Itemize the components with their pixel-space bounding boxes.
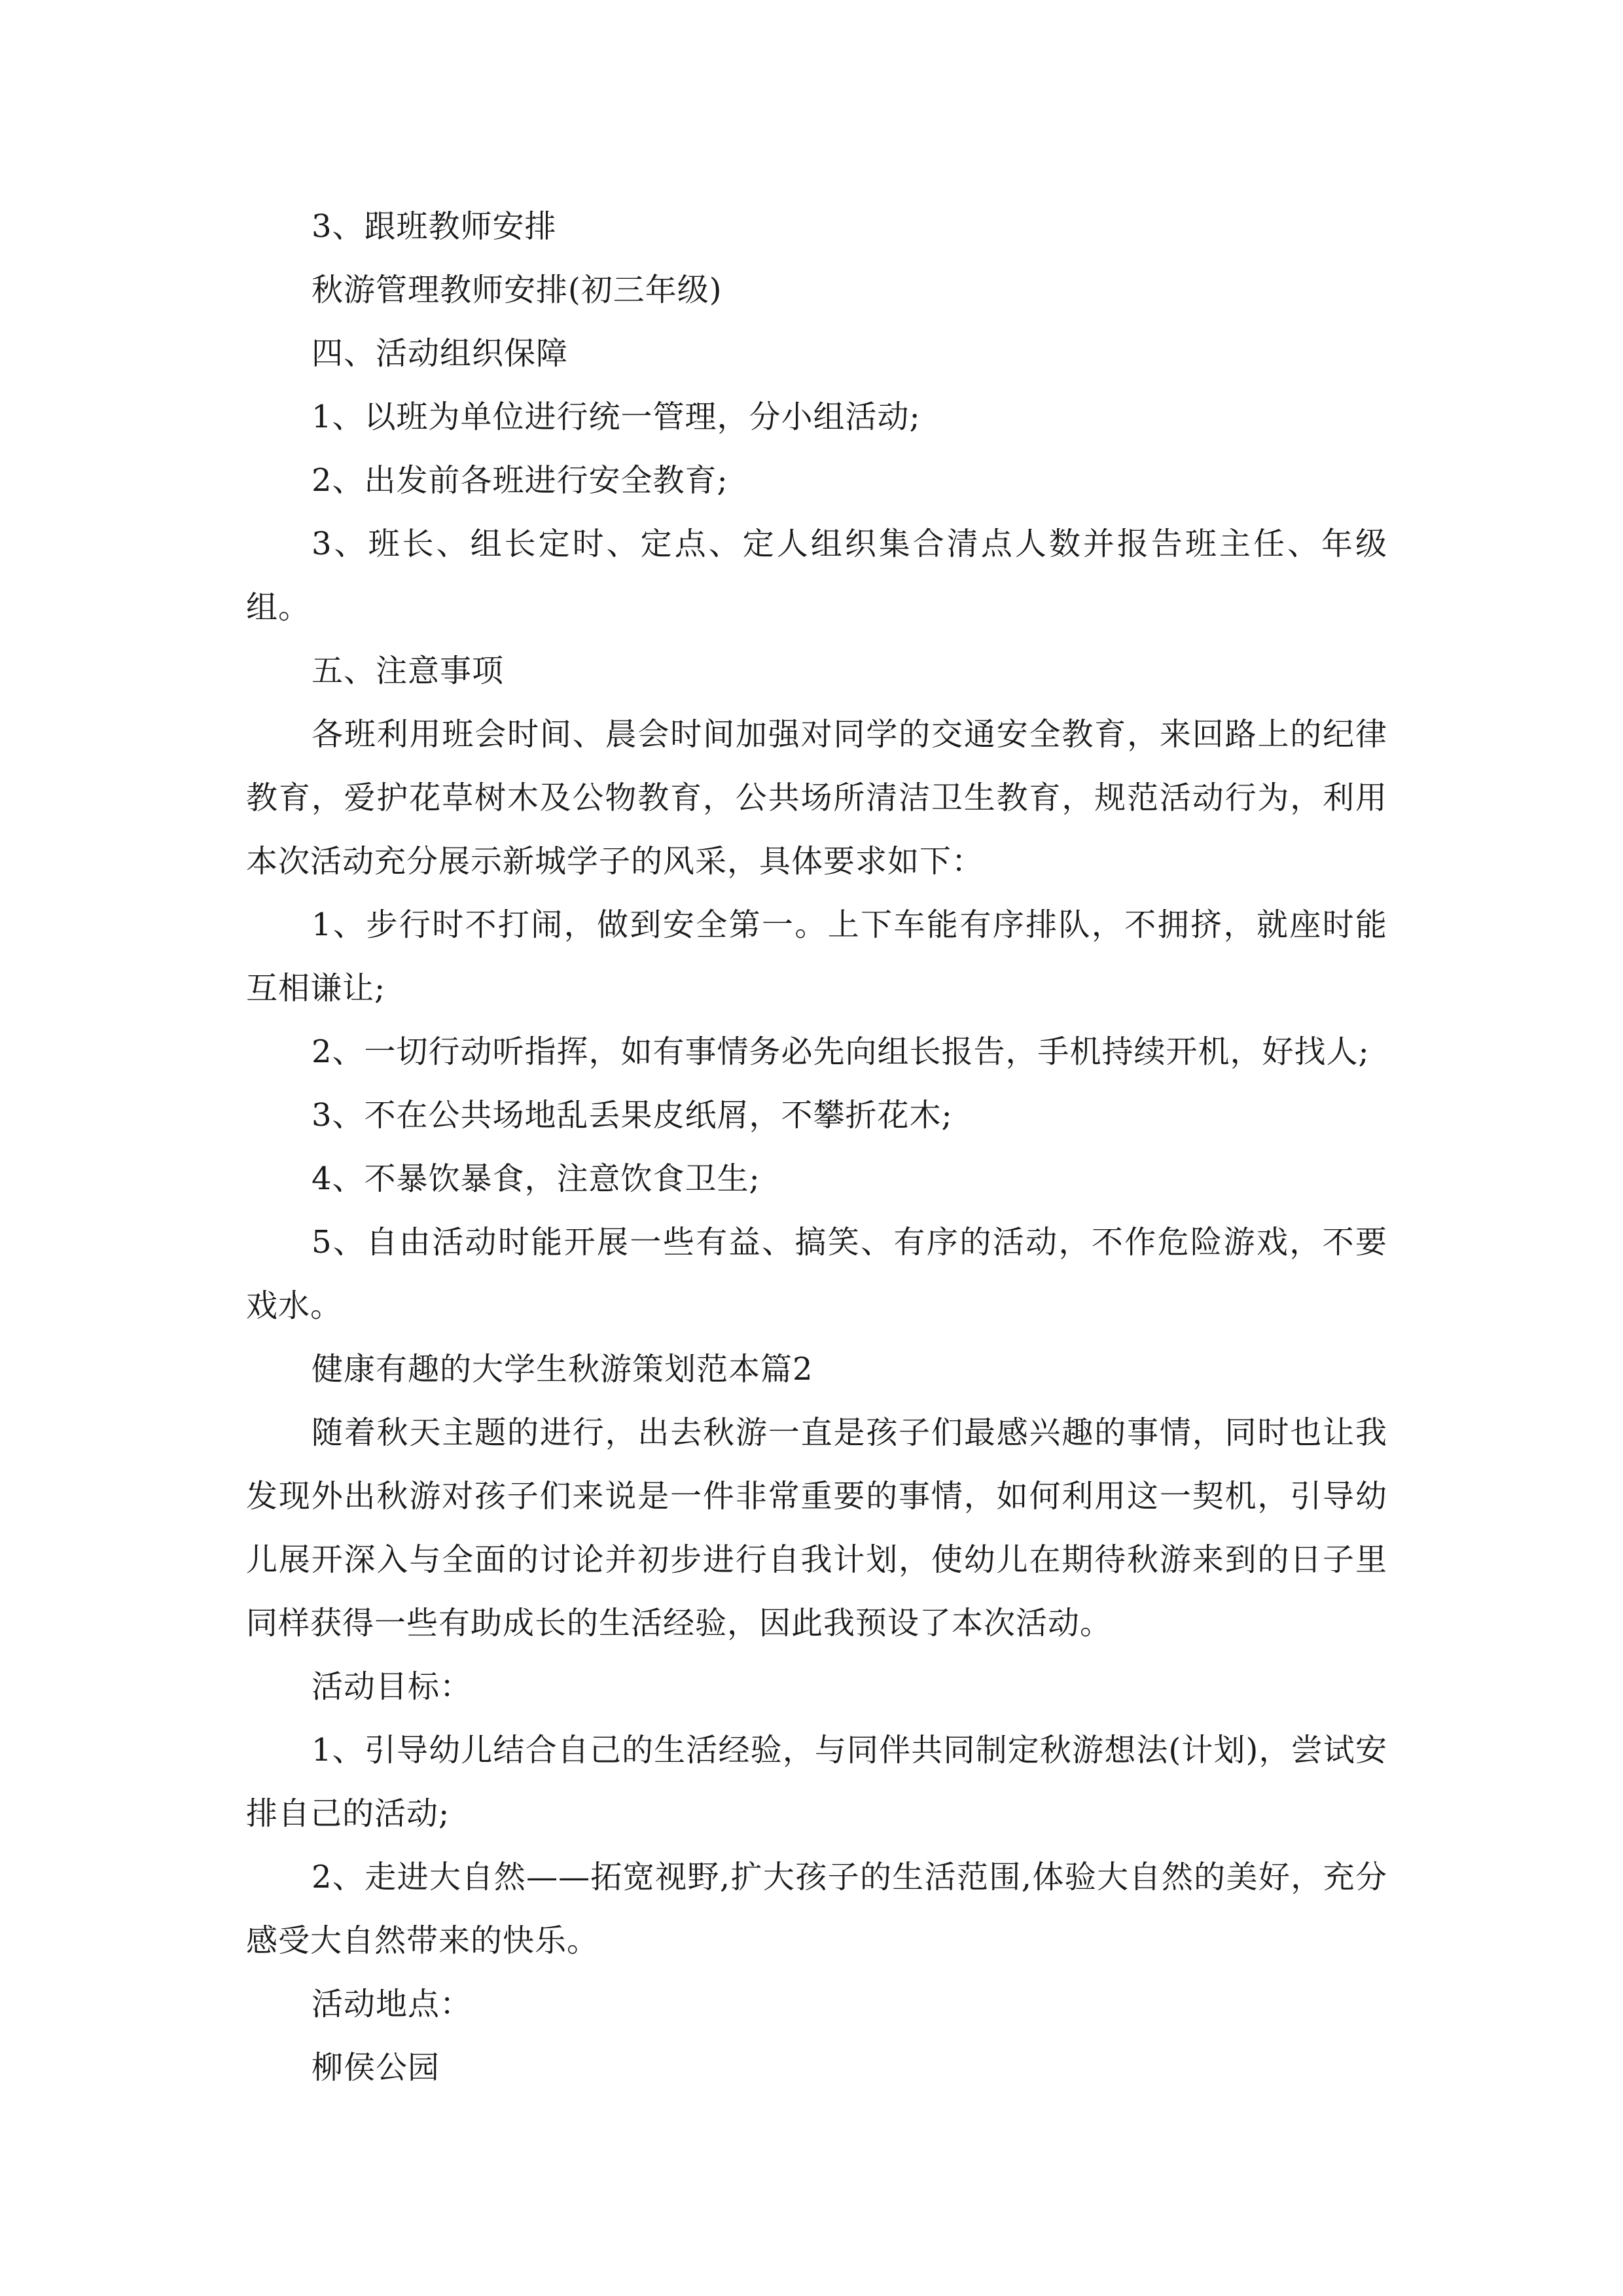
paragraph-article-2-intro: 随着秋天主题的进行，出去秋游一直是孩子们最感兴趣的事情，同时也让我发现外出秋游对孩子们来说是一件非常重要的事情，如何利用这一契机，引导幼儿展开深入与全面的讨论并初步进行自我计划，使幼儿在期待秋游来到的日子里同样获得一些有助成长的生活经验，因此我预设了本次活动。 [246, 1414, 1387, 1641]
paragraph-teacher-arrangement-heading: 3、跟班教师安排 [312, 208, 557, 245]
paragraph-location-heading: 活动地点： [312, 1986, 473, 2022]
paragraph-rule-5: 5、自由活动时能开展一些有益、搞笑、有序的活动，不作危险游戏，不要戏水。 [246, 1224, 1387, 1324]
paragraph-rule-3: 3、不在公共场地乱丢果皮纸屑，不攀折花木; [312, 1097, 953, 1134]
paragraph-guarantee-1: 1、以班为单位进行统一管理，分小组活动; [312, 399, 921, 435]
paragraph-article-2-title: 健康有趣的大学生秋游策划范本篇2 [312, 1351, 813, 1388]
paragraph-location-value: 柳侯公园 [312, 2049, 440, 2086]
paragraph-goal-2: 2、走进大自然——拓宽视野,扩大孩子的生活范围,体验大自然的美好，充分感受大自然带来的快乐。 [246, 1859, 1387, 1959]
paragraph-notes-intro: 各班利用班会时间、晨会时间加强对同学的交通安全教育，来回路上的纪律教育，爱护花草树木及公物教育，公共场所清洁卫生教育，规范活动行为，利用本次活动充分展示新城学子的风采，具体要求如下： [246, 716, 1387, 880]
paragraph-rule-1: 1、步行时不打闹，做到安全第一。上下车能有序排队，不拥挤，就座时能互相谦让; [246, 906, 1387, 1007]
paragraph-guarantee-2: 2、出发前各班进行安全教育; [312, 462, 728, 499]
paragraph-section-four-heading: 四、活动组织保障 [312, 335, 569, 372]
paragraph-guarantee-3: 3、班长、组长定时、定点、定人组织集合清点人数并报告班主任、年级组。 [246, 526, 1387, 626]
paragraph-teacher-arrangement-grade: 秋游管理教师安排(初三年级) [312, 272, 722, 308]
paragraph-goal-1: 1、引导幼儿结合自己的生活经验，与同伴共同制定秋游想法(计划)，尝试安排自己的活动; [246, 1732, 1387, 1832]
document-body [246, 195, 1387, 2100]
paragraph-rule-2: 2、一切行动听指挥，如有事情务必先向组长报告，手机持续开机，好找人; [312, 1033, 1370, 1070]
paragraph-goals-heading: 活动目标： [312, 1668, 473, 1705]
paragraph-section-five-heading: 五、注意事项 [312, 653, 505, 689]
paragraph-rule-4: 4、不暴饮暴食，注意饮食卫生; [312, 1160, 760, 1197]
